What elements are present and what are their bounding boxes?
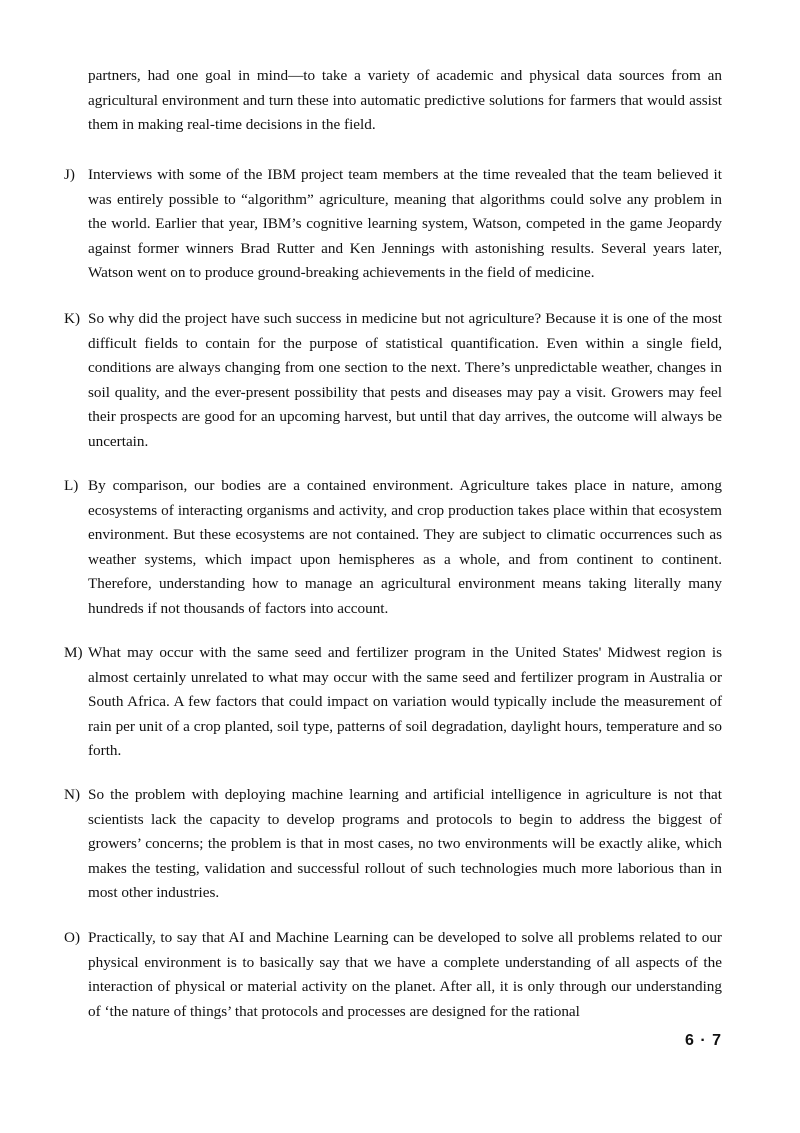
paragraph-n xyxy=(64,783,722,906)
paragraph-letter: M) xyxy=(64,644,83,661)
paragraph-o xyxy=(64,926,722,1024)
paragraph-text: So why did the project have such success in medicine but not agriculture? Because it is one of the most difficult fields to contain for the purpose of statistical quantification. Even within a single field, conditions are always changing from one section to the next. There’s unpredictable weather, changes in soil quality, and the ever-present possibility that pests and diseases may pay a visit. Growers may feel their prospects are good for an upcoming harvest, but until that day arrives, the outcome will always be uncertain. xyxy=(88,310,722,450)
paragraph-l xyxy=(64,474,722,621)
paragraph-letter: J) xyxy=(64,166,75,183)
paragraph-letter: K) xyxy=(64,310,81,327)
paragraph-text: Practically, to say that AI and Machine Learning can be developed to solve all problems related to our physical environment is to basically say that we have a complete understanding of all aspects of the interaction of physical or material activity on the planet. After all, it is only through our understanding of ‘the nature of things’ that protocols and processes are designed for the rational xyxy=(88,929,722,1020)
paragraph-text: What may occur with the same seed and fertilizer program in the United States' Midwest region is almost certainly unrelated to what may occur with the same seed and fertilizer program in Australia or South Africa. A few factors that could impact on variation would typically include the measurement of rain per unit of a crop planted, soil type, patterns of soil degradation, daylight hours, temperature and so forth. xyxy=(88,644,722,759)
continuation-paragraph: partners, had one goal in mind—to take a variety of academic and physical data sources from an agricultural environment and turn these into automatic predictive solutions for farmers that would assist them in making real-time decisions in the field. xyxy=(88,67,722,133)
paragraph-text: So the problem with deploying machine learning and artificial intelligence in agriculture is not that scientists lack the capacity to develop programs and protocols to begin to address the biggest of growers’ concerns; the problem is that in most cases, no two environments will be exactly alike, which makes the testing, validation and successful rollout of such technologies much more laborious than in most other industries. xyxy=(88,786,722,901)
paragraph-letter: L) xyxy=(64,477,79,494)
paragraph-j xyxy=(64,163,722,286)
page-number: 6 · 7 xyxy=(684,1032,722,1049)
paragraph-letter: N) xyxy=(64,786,81,803)
paragraph-letter: O) xyxy=(64,929,81,946)
paragraph-m xyxy=(64,641,722,764)
paragraph-text: Interviews with some of the IBM project team members at the time revealed that the team believed it was entirely possible to “algorithm” agriculture, meaning that algorithms could solve any problem in the world. Earlier that year, IBM’s cognitive learning system, Watson, competed in the game Jeopardy against former winners Brad Rutter and Ken Jennings with astonishing results. Several years later, Watson went on to produce ground-breaking achievements in the field of medicine. xyxy=(88,166,722,281)
paragraph-k xyxy=(64,307,722,454)
paragraph-text: By comparison, our bodies are a contained environment. Agriculture takes place in nature, among ecosystems of interacting organisms and activity, and crop production takes place within that ecosystem environment. But these ecosystems are not contained. They are subject to climatic occurrences such as weather systems, which impact upon hemispheres as a whole, and from continent to continent. Therefore, understanding how to manage an agricultural environment means taking literally many hundreds if not thousands of factors into account. xyxy=(88,477,722,617)
